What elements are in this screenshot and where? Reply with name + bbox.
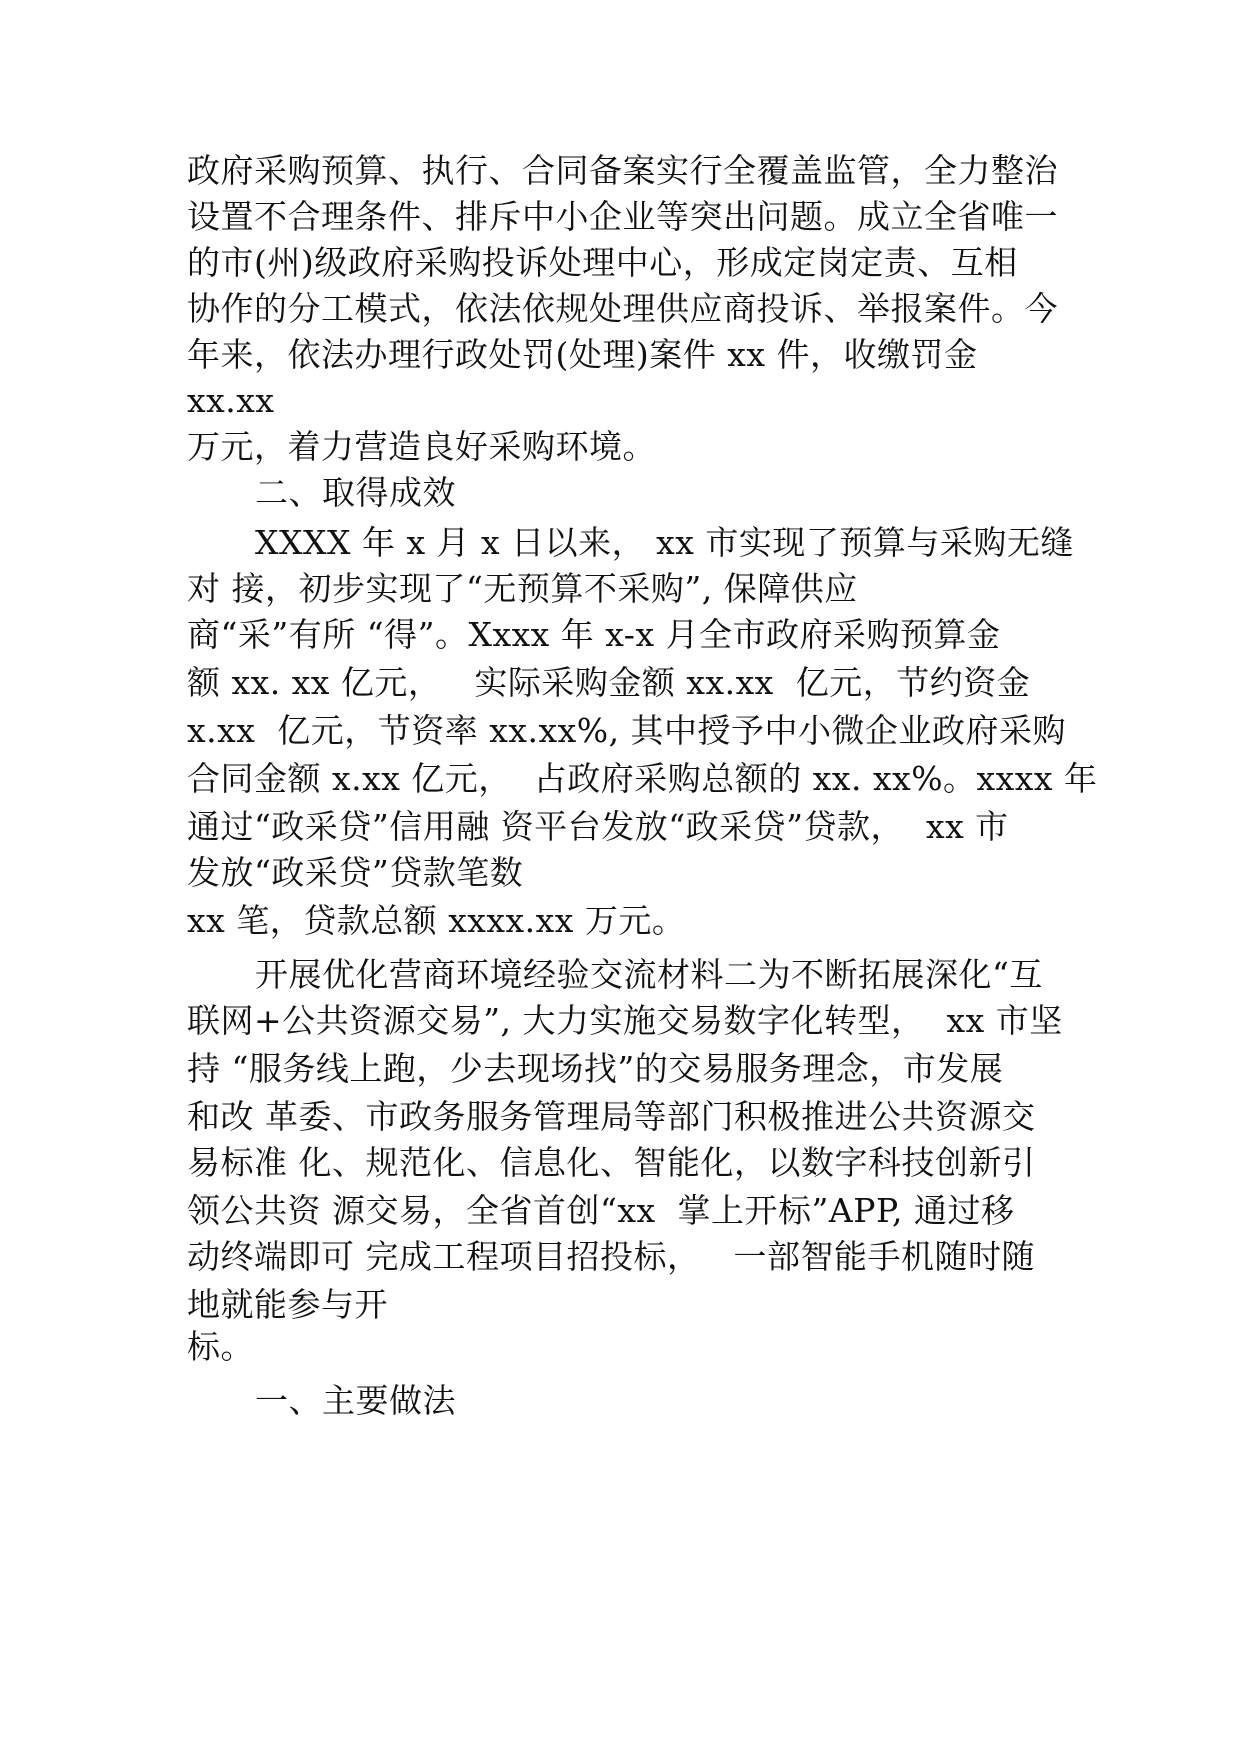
text-line: 和改 革委、市政务服务管理局等部门积极推进公共资源交 [187, 1097, 1036, 1136]
text-line: xx.xx [187, 381, 275, 420]
text-line: 通过“政采贷”信用融 资平台发放“政采贷”贷款， xx 市 [187, 807, 1009, 846]
text-line: 地就能参与开 [187, 1285, 388, 1324]
text-line: 设置不合理条件、排斥中小企业等突出问题。成立全省唯一 [187, 197, 1058, 236]
text-line: xx 笔，贷款总额 xxxx.xx 万元。 [187, 901, 686, 940]
text-line: 协作的分工模式，依法依规处理供应商投诉、举报案件。今 [187, 289, 1058, 328]
text-line: 易标准 化、规范化、信息化、智能化，以数字科技创新引 [187, 1143, 1036, 1182]
text-line: x.xx 亿元，节资率 xx.xx%, 其中授予中小微企业政府采购 [187, 711, 1067, 750]
text-line: 联网+公共资源交易”, 大力实施交易数字化转型， xx 市坚 [187, 1001, 1063, 1040]
text-line: 开展优化营商环境经验交流材料二为不断拓展深化“互 [255, 955, 1043, 994]
text-line: 商“采”有所 “得”。Xxxx 年 x-x 月全市政府采购预算金 [187, 615, 1001, 654]
text-line: 合同金额 x.xx 亿元， 占政府采购总额的 xx. xx%。xxxx 年 [187, 759, 1098, 798]
section-heading: 二、取得成效 [255, 473, 456, 512]
text-line: 的市(州)级政府采购投诉处理中心，形成定岗定责、互相 [187, 243, 1018, 282]
text-line: 领公共资 源交易，全省首创“xx 掌上开标”APP, 通过移 [187, 1191, 1015, 1230]
text-line: XXXX 年 x 月 x 日以来， xx 市实现了预算与采购无缝 [255, 523, 1074, 562]
text-line: 万元，着力营造良好采购环境。 [187, 427, 656, 466]
section-heading: 一、主要做法 [255, 1381, 456, 1420]
text-line: 发放“政采贷”贷款笔数 [187, 853, 524, 892]
text-line: 持 “服务线上跑，少去现场找”的交易服务理念，市发展 [187, 1049, 1004, 1088]
text-line: 动终端即可 完成工程项目招投标， 一部智能手机随时随 [187, 1237, 1035, 1276]
text-line: 对 接，初步实现了“无预算不采购”, 保障供应 [187, 569, 858, 608]
text-line: 额 xx. xx 亿元， 实际采购金额 xx.xx 亿元，节约资金 [187, 663, 1031, 702]
text-line: 年来，依法办理行政处罚(处理)案件 xx 件，收缴罚金 [187, 335, 978, 374]
text-line: 政府采购预算、执行、合同备案实行全覆盖监管，全力整治 [187, 151, 1058, 190]
text-line: 标。 [187, 1327, 254, 1366]
